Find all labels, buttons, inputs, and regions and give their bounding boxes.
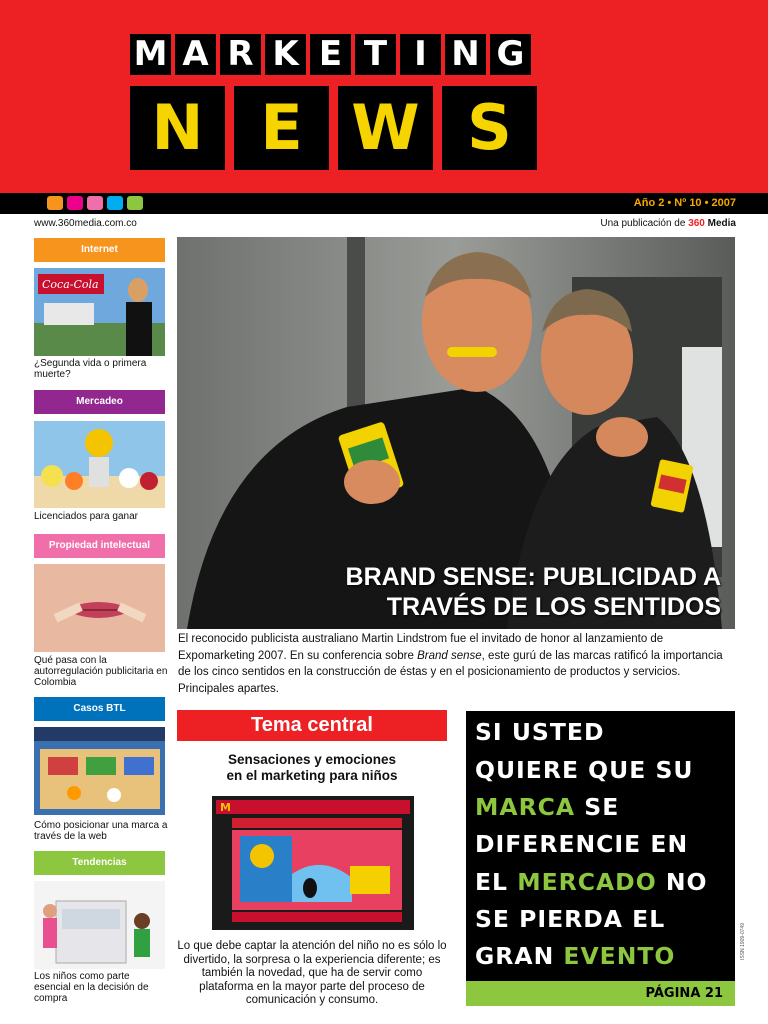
tema-central-label[interactable]: Tema central xyxy=(177,710,447,741)
summary-part-2: , este gurú de las marcas ratificó la importancia de los cinco sentidos en la construcción de éstas y en el posicionamiento de productos y servicios. Principales apartes. xyxy=(178,649,723,695)
color-square xyxy=(107,196,123,210)
color-square xyxy=(87,196,103,210)
ad-highlight-evento: EVENTO xyxy=(563,942,676,970)
ad-highlight-marca: MARCA xyxy=(475,793,576,821)
ad-line-7 xyxy=(475,941,675,971)
ad-line-2: QUIERE QUE SU xyxy=(475,756,694,784)
sidebar-caption-internet[interactable]: ¿Segunda vida o primera muerte? xyxy=(34,358,147,380)
masthead-letter: K xyxy=(265,34,306,75)
ad-text: NO xyxy=(656,868,708,896)
sidebar-tag-tendencias[interactable]: Tendencias xyxy=(34,851,165,875)
sidebar-caption-propiedad[interactable]: Qué pasa con la autorregulación publicitaria en Colombia xyxy=(34,655,168,688)
color-square xyxy=(127,196,143,210)
masthead-letter: M xyxy=(130,34,171,75)
summary-emphasis: Brand sense xyxy=(417,649,482,662)
ad-line-3 xyxy=(475,792,619,822)
thumbnail-lips[interactable] xyxy=(34,564,165,652)
masthead-letter: N xyxy=(130,86,225,170)
masthead-letter: I xyxy=(400,34,441,75)
color-square xyxy=(67,196,83,210)
ad-line-5 xyxy=(475,867,708,897)
publisher-line xyxy=(600,218,736,229)
masthead-letter: W xyxy=(338,86,433,170)
sidebar-caption-tendencias[interactable]: Los niños como parte esencial en la decisión de compra xyxy=(34,971,149,1004)
sidebar-tag-casos-btl[interactable]: Casos BTL xyxy=(34,697,165,721)
masthead-letter: A xyxy=(175,34,216,75)
issue-number: Año 2 • Nº 10 • 2007 xyxy=(633,197,736,209)
headline-line-2: TRAVÉS DE LOS SENTIDOS xyxy=(386,593,721,621)
tema-subtitle xyxy=(177,752,447,784)
issn-number: ISSN 1909-0749 xyxy=(740,923,746,960)
masthead-letter: S xyxy=(442,86,537,170)
ad-text: EL xyxy=(475,868,518,896)
masthead-letter: E xyxy=(234,86,329,170)
thumbnail-web-game[interactable] xyxy=(34,727,165,815)
website-link[interactable]: www.360media.com.co xyxy=(34,218,137,229)
masthead-letter: N xyxy=(445,34,486,75)
sidebar-tag-propiedad[interactable]: Propiedad intelectual xyxy=(34,534,165,558)
tema-description: Lo que debe captar la atención del niño no es sólo lo divertido, la sorpresa o la experiencia diferente; es también la novedad, que ha de servir como plataforma en la mayor parte del proceso de comunicación y consumo. xyxy=(177,940,447,1006)
event-ad[interactable] xyxy=(466,711,735,1006)
ad-line-4: DIFERENCIE EN xyxy=(475,830,689,858)
summary-part-1: El reconocido publicista australiano Martin Lindstrom fue el invitado de honor al lanzamiento de Expomarketing 2007. En su conferencia sobre xyxy=(178,633,664,662)
tema-subtitle-line-2: en el marketing para niños xyxy=(226,768,398,783)
masthead-news xyxy=(130,86,537,170)
cover-photo xyxy=(177,237,735,629)
masthead-marketing xyxy=(130,34,531,75)
sidebar-caption-casos-btl[interactable]: Cómo posicionar una marca a través de la web xyxy=(34,820,168,842)
ad-highlight-mercado: MERCADO xyxy=(517,868,657,896)
thumbnail-cartoon-scene[interactable] xyxy=(34,421,165,508)
tema-subtitle-line-1: Sensaciones y emociones xyxy=(227,752,397,767)
masthead-letter: G xyxy=(490,34,531,75)
sidebar-tag-mercadeo[interactable]: Mercadeo xyxy=(34,390,165,414)
masthead-letter: E xyxy=(310,34,351,75)
thumbnail-kids-kitchen[interactable] xyxy=(34,881,165,969)
svg-text:Coca-Cola: Coca-Cola xyxy=(42,278,99,291)
masthead-letter: R xyxy=(220,34,261,75)
ad-page-reference[interactable]: PÁGINA 21 xyxy=(466,981,735,1006)
ad-line-1: SI USTED xyxy=(475,718,605,746)
ad-text: GRAN xyxy=(475,942,564,970)
publisher-name: Media xyxy=(704,218,736,229)
publisher-number: 360 xyxy=(688,218,705,229)
sidebar-tag-internet[interactable]: Internet xyxy=(34,238,165,262)
masthead-letter: T xyxy=(355,34,396,75)
publisher-prefix: Una publicación de xyxy=(600,218,689,229)
color-square xyxy=(47,196,63,210)
mcdonalds-web-screenshot xyxy=(212,796,414,930)
headline-line-1: BRAND SENSE: PUBLICIDAD A xyxy=(345,563,721,591)
sidebar-caption-mercadeo[interactable]: Licenciados para ganar xyxy=(34,511,138,522)
ad-line-6: SE PIERDA EL xyxy=(475,905,666,933)
thumbnail-second-life[interactable] xyxy=(34,268,165,356)
feature-summary xyxy=(178,631,738,697)
masthead xyxy=(0,0,768,193)
ad-text: SE xyxy=(575,793,620,821)
svg-text:M: M xyxy=(220,801,231,814)
